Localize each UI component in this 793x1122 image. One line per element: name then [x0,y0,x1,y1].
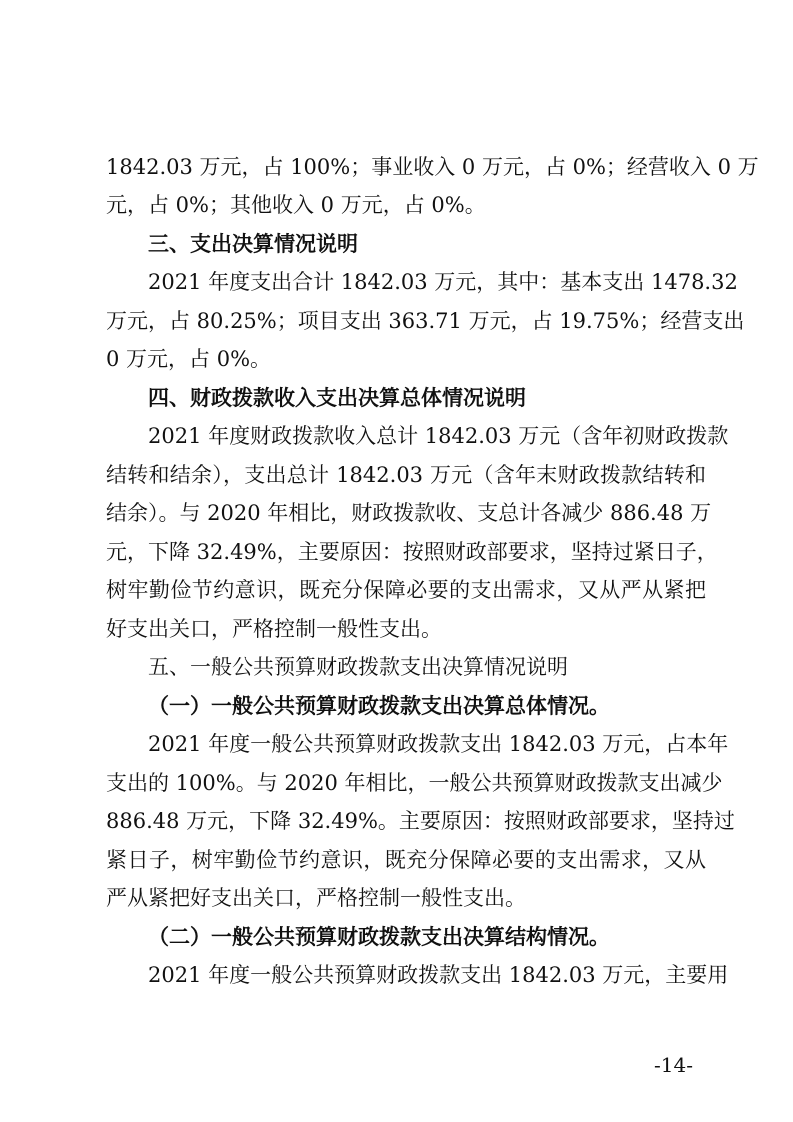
text-line: 严从紧把好支出关口，严格控制一般性支出。 [106,886,526,910]
page-number: -14- [654,1053,693,1077]
text-line: 0 万元，占 0%。 [106,347,272,371]
section-heading: 三、支出决算情况说明 [148,231,358,256]
text-line: 万元，占 80.25%；项目支出 363.71 万元，占 19.75%；经营支出 [106,309,745,333]
text-line: 元，占 0%；其他收入 0 万元，占 0%。 [106,193,486,217]
text-line: 2021 年度一般公共预算财政拨款支出 1842.03 万元，主要用 [148,963,729,987]
text-line: 好支出关口，严格控制一般性支出。 [106,617,442,641]
text-line: 紧日子，树牢勤俭节约意识，既充分保障必要的支出需求，又从 [106,848,706,872]
text-line: 树牢勤俭节约意识，既充分保障必要的支出需求，又从严从紧把 [106,578,706,602]
text-line: 2021 年度一般公共预算财政拨款支出 1842.03 万元，占本年 [148,732,729,756]
text-line: 886.48 万元，下降 32.49%。主要原因：按照财政部要求，坚持过 [106,809,735,833]
section-heading: 五、一般公共预算财政拨款支出决算情况说明 [148,655,568,679]
text-line: 结转和结余），支出总计 1842.03 万元（含年末财政拨款结转和 [106,463,706,487]
text-line: 结余）。与 2020 年相比，财政拨款收、支总计各减少 886.48 万 [106,501,712,525]
subsection-heading: （一）一般公共预算财政拨款支出决算总体情况。 [148,693,610,718]
subsection-heading: （二）一般公共预算财政拨款支出决算结构情况。 [148,924,610,949]
text-line: 2021 年度财政拨款收入总计 1842.03 万元（含年初财政拨款 [148,424,729,448]
text-line: 1842.03 万元，占 100%；事业收入 0 万元，占 0%；经营收入 0 万 [106,155,759,179]
text-line: 支出的 100%。与 2020 年相比，一般公共预算财政拨款支出减少 [106,771,723,795]
text-line: 2021 年度支出合计 1842.03 万元，其中：基本支出 1478.32 [148,270,738,294]
section-heading: 四、财政拨款收入支出决算总体情况说明 [148,385,526,410]
text-line: 元，下降 32.49%，主要原因：按照财政部要求，坚持过紧日子， [106,540,718,564]
